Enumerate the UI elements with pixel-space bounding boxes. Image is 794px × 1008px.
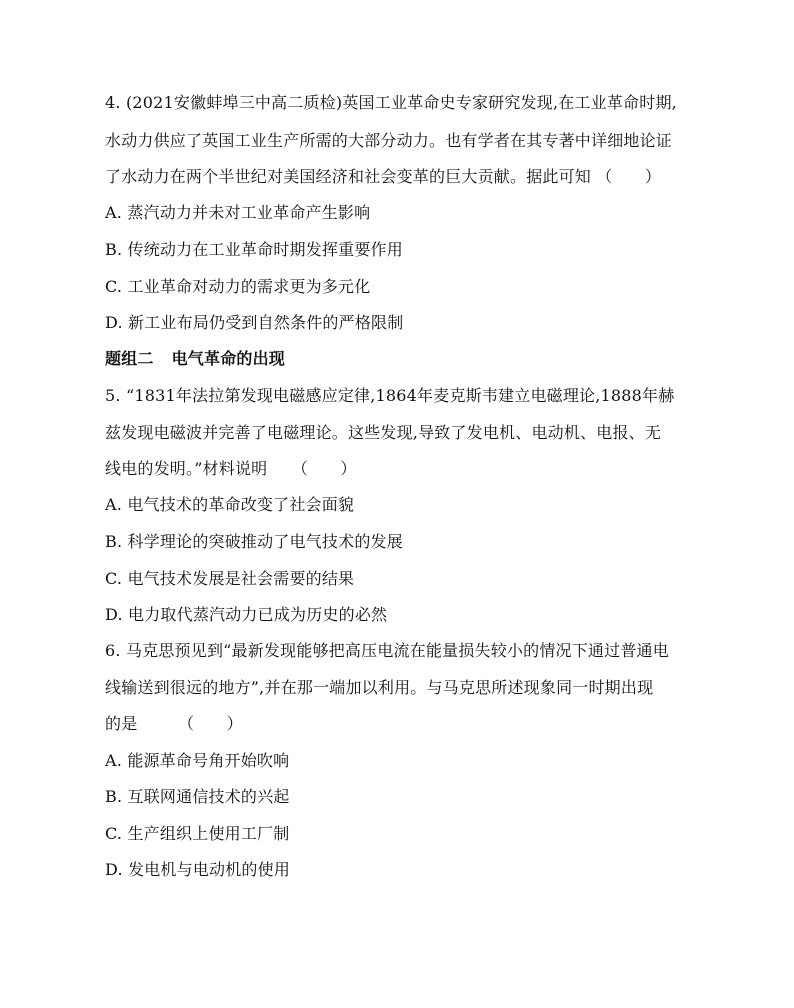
question-6-line-1: 6. 马克思预见到“最新发现能够把高压电流在能量损失较小的情况下通过普通电 <box>105 641 669 660</box>
question-5-option-d: D. 电力取代蒸汽动力已成为历史的必然 <box>105 605 388 624</box>
question-6-line-3: 的是 （ ） <box>105 714 243 733</box>
question-4-line-3: 了水动力在两个半世纪对美国经济和社会变革的巨大贡献。据此可知 （ ） <box>105 167 662 186</box>
question-6-option-c: C. 生产组织上使用工厂制 <box>105 824 290 843</box>
question-5-option-c: C. 电气技术发展是社会需要的结果 <box>105 569 355 588</box>
question-4-option-a: A. 蒸汽动力并未对工业革命产生影响 <box>105 203 371 222</box>
question-4-line-2: 水动力供应了英国工业生产所需的大部分动力。也有学者在其专著中详细地论证 <box>105 131 673 150</box>
section-heading <box>105 349 285 369</box>
section-heading-title: 电气革命的出现 <box>171 349 286 368</box>
question-5-option-b: B. 科学理论的突破推动了电气技术的发展 <box>105 532 403 551</box>
question-5-line-2: 兹发现电磁波并完善了电磁理论。这些发现,导致了发电机、电动机、电报、无 <box>105 423 662 442</box>
question-4-option-d: D. 新工业布局仍受到自然条件的严格限制 <box>105 313 404 332</box>
question-5-line-3: 线电的发明。”材料说明 （ ） <box>105 459 357 478</box>
question-5-line-1: 5. “1831年法拉第发现电磁感应定律,1864年麦克斯韦建立电磁理论,1888年赫 <box>105 386 675 405</box>
question-5-option-a: A. 电气技术的革命改变了社会面貌 <box>105 495 355 514</box>
section-heading-label: 题组二 <box>105 349 154 368</box>
question-4-option-b: B. 传统动力在工业革命时期发挥重要作用 <box>105 240 403 259</box>
question-4-line-1: 4. (2021安徽蚌埠三中高二质检)英国工业革命史专家研究发现,在工业革命时期, <box>105 93 677 112</box>
question-6-option-b: B. 互联网通信技术的兴起 <box>105 787 290 806</box>
question-6-line-2: 线输送到很远的地方”,并在那一端加以利用。与马克思所述现象同一时期出现 <box>105 678 654 697</box>
question-6-option-a: A. 能源革命号角开始吹响 <box>105 751 290 770</box>
question-6-option-d: D. 发电机与电动机的使用 <box>105 860 291 879</box>
question-4-option-c: C. 工业革命对动力的需求更为多元化 <box>105 277 371 296</box>
